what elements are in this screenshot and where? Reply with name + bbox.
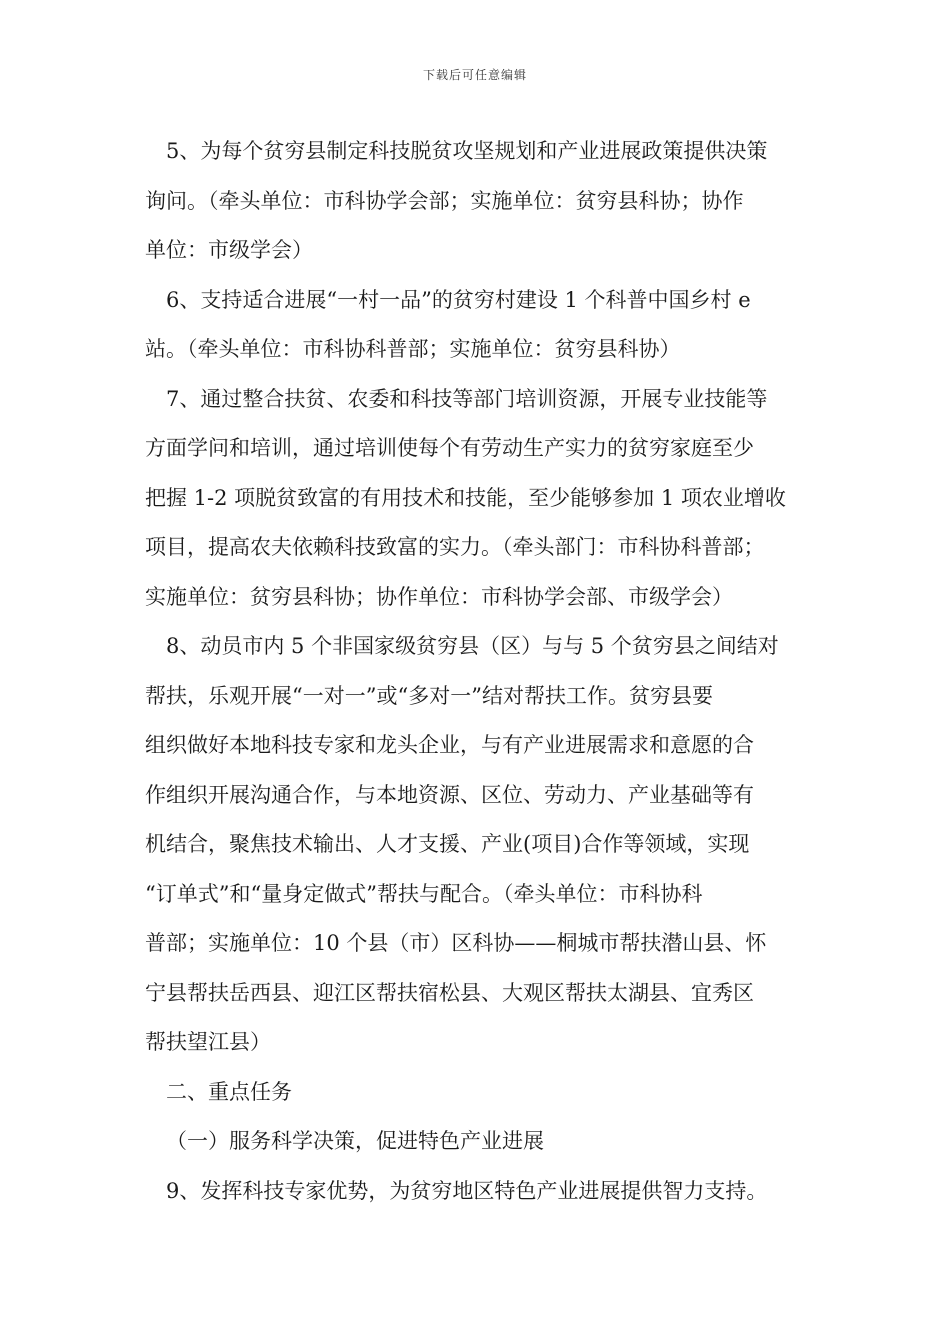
text-line: 二、重点任务 <box>166 1079 292 1104</box>
text-line: 8、动员市内 5 个非国家级贫穷县（区）与与 5 个贫穷县之间结对 <box>166 634 779 658</box>
document-body <box>145 127 810 1216</box>
text-line: 把握 1-2 项脱贫致富的有用技术和技能，至少能够参加 1 项农业增收 <box>145 485 786 510</box>
page-header: 下载后可任意编辑 <box>422 68 527 82</box>
text-line: 7、通过整合扶贫、农委和科技等部门培训资源，开展专业技能等 <box>166 386 768 411</box>
text-line: 9、发挥科技专家优势，为贫穷地区特色产业进展提供智力支持。 <box>166 1178 768 1203</box>
text-line: 机结合，聚焦技术输出、人才支援、产业(项目)合作等领域，实现 <box>145 832 750 856</box>
text-line: 6、支持适合进展“一村一品”的贫穷村建设 1 个科普中国乡村 e <box>166 287 751 312</box>
text-line: 方面学问和培训，通过培训使每个有劳动生产实力的贫穷家庭至少 <box>145 436 754 460</box>
text-line: 询问。（牵头单位：市科协学会部；实施单位：贫穷县科协；协作 <box>145 188 744 213</box>
text-line: 宁县帮扶岳西县、迎江区帮扶宿松县、大观区帮扶太湖县、宜秀区 <box>145 980 754 1005</box>
text-line: 帮扶，乐观开展“一对一”或“多对一”结对帮扶工作。贫穷县要 <box>145 683 713 708</box>
text-line: 实施单位：贫穷县科协；协作单位：市科协学会部、市级学会） <box>145 584 733 609</box>
text-line: 5、为每个贫穷县制定科技脱贫攻坚规划和产业进展政策提供决策 <box>166 139 768 163</box>
text-line: 组织做好本地科技专家和龙头企业，与有产业进展需求和意愿的合 <box>145 733 754 757</box>
text-line: （一）服务科学决策，促进特色产业进展 <box>166 1129 544 1153</box>
text-line: “订单式”和“量身定做式”帮扶与配合。（牵头单位：市科协科 <box>145 881 703 906</box>
text-line: 站。（牵头单位：市科协科普部；实施单位：贫穷县科协） <box>145 337 681 361</box>
text-line: 帮扶望江县） <box>145 1030 271 1054</box>
text-line: 普部；实施单位：10 个县（市）区科协——桐城市帮扶潜山县、怀 <box>145 931 767 955</box>
text-line: 作组织开展沟通合作，与本地资源、区位、劳动力、产业基础等有 <box>145 782 754 807</box>
text-line: 单位：市级学会） <box>145 238 313 262</box>
text-line: 项目，提高农夫依赖科技致富的实力。（牵头部门：市科协科普部； <box>145 535 765 559</box>
